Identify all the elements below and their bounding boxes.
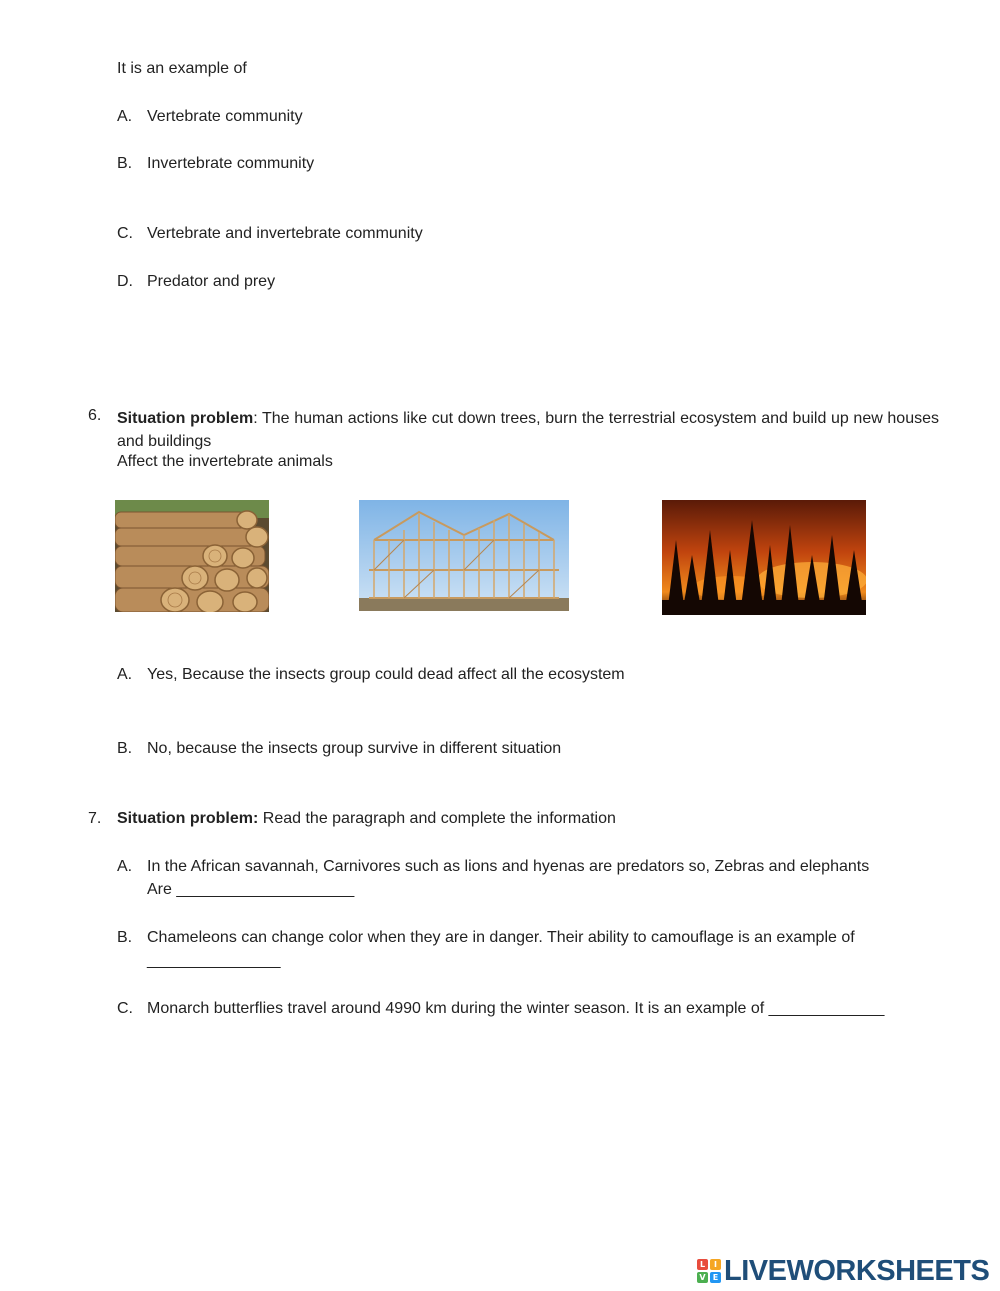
liveworksheets-blocks-icon: [697, 1259, 721, 1283]
q6-option-a-letter: A.: [117, 666, 133, 683]
q7-option-b-letter: B.: [117, 929, 133, 946]
question-7-text: [117, 810, 616, 828]
logo-block-l: L: [697, 1259, 708, 1270]
forest-fire-photo: [662, 500, 866, 615]
question-6-line2: Affect the invertebrate animals: [117, 453, 333, 470]
question-7-label: Situation problem:: [117, 810, 259, 827]
q5-option-c-text: Vertebrate and invertebrate community: [147, 225, 423, 242]
liveworksheets-brand-text: LIVEWORKSHEETS: [724, 1255, 990, 1287]
question-5-stem: It is an example of: [117, 60, 247, 77]
q7-option-c-letter: C.: [117, 1000, 133, 1017]
question-7-number: 7.: [88, 810, 102, 827]
logs-photo: [115, 500, 269, 612]
q7-option-a-letter: A.: [117, 858, 133, 875]
q7-option-b-line1: Chameleons can change color when they are in danger. Their ability to camouflage is an example of: [147, 929, 855, 946]
q6-option-b-letter: B.: [117, 740, 133, 757]
q5-option-a-letter: A.: [117, 108, 133, 125]
q7-option-b-line2: _______________: [147, 952, 281, 969]
question-6-label: Situation problem: [117, 410, 254, 427]
q7-option-a-line1: In the African savannah, Carnivores such as lions and hyenas are predators so, Zebras and elephants: [147, 858, 870, 875]
q5-option-b-text: Invertebrate community: [147, 155, 315, 172]
q7-option-a-line2: Are ____________________: [147, 881, 355, 898]
logo-block-v: V: [697, 1272, 708, 1283]
question-6-body: : The human actions like cut down trees, burn the terrestrial ecosystem and build up new houses and buildings: [117, 410, 940, 450]
question-6-number: 6.: [88, 407, 102, 424]
logo-block-e: E: [710, 1272, 721, 1283]
q7-option-c-line1: Monarch butterflies travel around 4990 km during the winter season. It is an example of _____________: [147, 1000, 885, 1017]
q5-option-a-text: Vertebrate community: [147, 108, 303, 125]
logo-block-i: I: [710, 1259, 721, 1270]
q5-option-c-letter: C.: [117, 225, 133, 242]
q6-option-b-text: No, because the insects group survive in different situation: [147, 740, 562, 757]
liveworksheets-logo[interactable]: [697, 1254, 997, 1288]
q5-option-b-letter: B.: [117, 155, 133, 172]
question-6-text: [117, 407, 939, 453]
q6-option-a-text: Yes, Because the insects group could dead affect all the ecosystem: [147, 666, 625, 683]
house-frame-photo: [359, 500, 569, 611]
q5-option-d-text: Predator and prey: [147, 273, 276, 290]
q5-option-d-letter: D.: [117, 273, 133, 290]
question-7-body: Read the paragraph and complete the information: [258, 810, 616, 827]
